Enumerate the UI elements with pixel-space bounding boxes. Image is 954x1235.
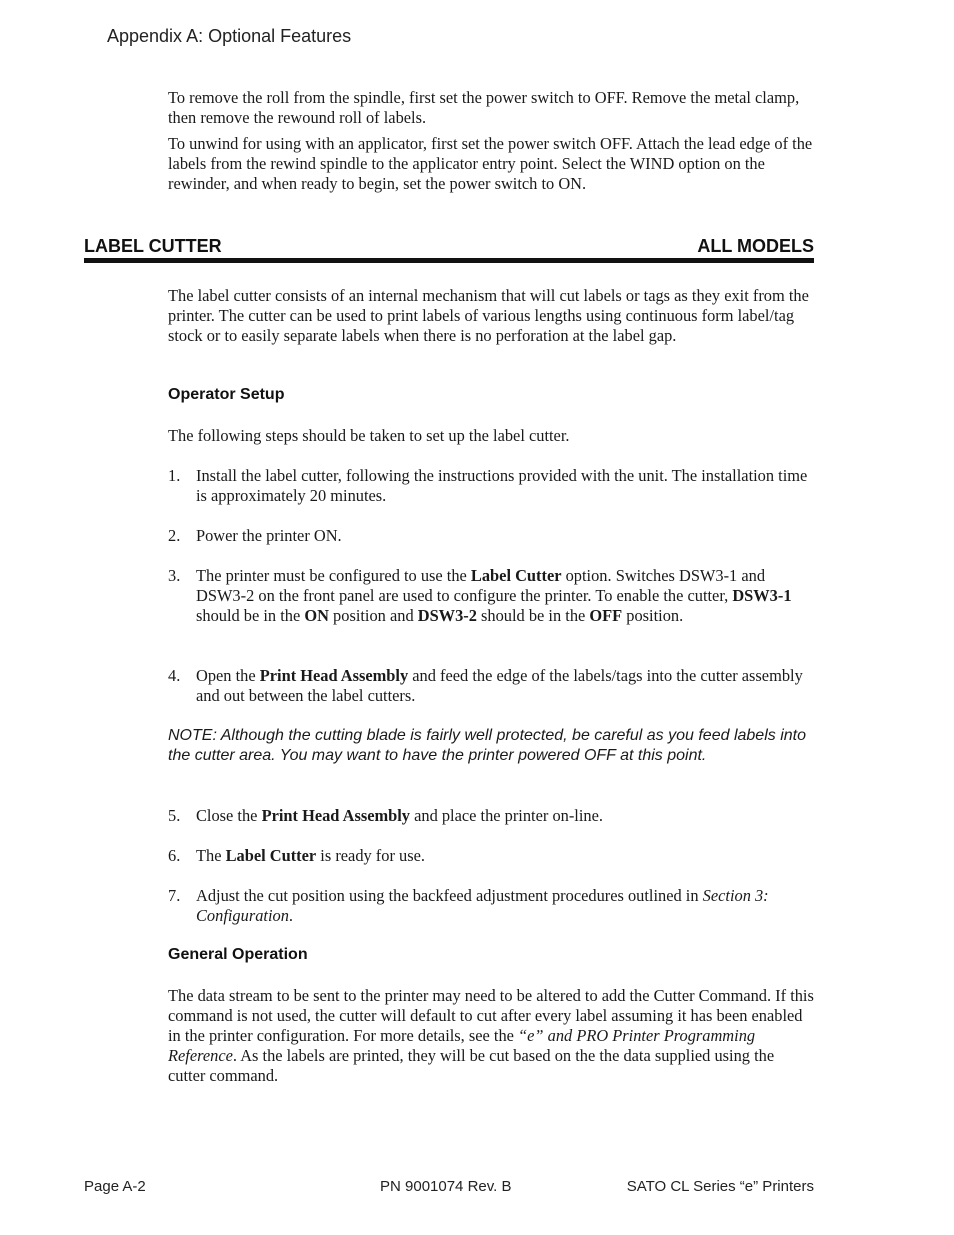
step-text-run: . bbox=[288, 906, 294, 925]
step-text bbox=[196, 666, 814, 706]
step-text-bold: Label Cutter bbox=[470, 566, 562, 585]
setup-note: NOTE: Although the cutting blade is fairly well protected, be careful as you feed labels into the cutter area. You may want to have the printer powered OFF at this point. bbox=[168, 727, 806, 764]
step-number: 4. bbox=[168, 666, 181, 685]
step-text-run: option. Switches DSW3-1 and DSW3-2 on the front panel are used to configure the printer. To enable the cutter, bbox=[196, 566, 766, 605]
step-text-bold: OFF bbox=[589, 606, 623, 625]
intro-paragraph-1: To remove the roll from the spindle, first set the power switch to OFF. Remove the metal clamp, then remove the rewound roll of labels. bbox=[168, 88, 800, 127]
section-title: LABEL CUTTER bbox=[84, 236, 222, 256]
step-5 bbox=[168, 806, 814, 826]
step-text bbox=[196, 806, 814, 826]
step-text-run: The bbox=[196, 846, 226, 865]
step-number: 6. bbox=[168, 846, 181, 865]
step-text-run: position and bbox=[328, 606, 418, 625]
operator-setup-heading: Operator Setup bbox=[168, 386, 285, 403]
general-operation-paragraph bbox=[168, 986, 814, 1086]
step-text-run: and feed the edge of the labels/tags into the cutter assembly and out between the label cutters. bbox=[196, 666, 803, 705]
step-text-run: and place the printer on-line. bbox=[410, 806, 603, 825]
section-intro: The label cutter consists of an internal mechanism that will cut labels or tags as they exit from the printer. The cutter can be used to print labels of various lengths using continuous form label/tag stock or to easily separate labels when there is no perforation at the label gap. bbox=[168, 286, 809, 345]
step-text-bold: Print Head Assembly bbox=[259, 666, 409, 685]
section-models: ALL MODELS bbox=[697, 236, 814, 256]
step-text-run: position. bbox=[622, 606, 684, 625]
footer-product: SATO CL Series “e” Printers bbox=[626, 1178, 814, 1195]
step-text-run: Open the bbox=[196, 666, 260, 685]
step-6 bbox=[168, 846, 814, 866]
intro-paragraph-2: To unwind for using with an applicator, first set the power switch OFF. Attach the lead edge of the labels from the rewind spindle to the applicator entry point. Select the WIND option on the rewinder, and when ready to begin, set the power switch to ON. bbox=[168, 134, 813, 193]
footer-page: Page A-2 bbox=[84, 1178, 146, 1195]
step-text-run: Close the bbox=[196, 806, 262, 825]
step-text-run: The printer must be configured to use the bbox=[196, 566, 471, 585]
running-head: Appendix A: Optional Features bbox=[107, 26, 352, 46]
step-number: 5. bbox=[168, 806, 181, 825]
step-text-bold: DSW3-1 bbox=[732, 586, 792, 605]
paragraph-run: The data stream to be sent to the printer may need to be altered to add the Cutter Command. If this command is not used, the cutter will default to cut after every label assuming it has been enabled in the printer configuration. For more details, see the bbox=[168, 986, 814, 1045]
step-text: Install the label cutter, following the instructions provided with the unit. The installation time is approximately 20 minutes. bbox=[196, 466, 808, 505]
step-text bbox=[196, 566, 814, 626]
step-text-bold: Print Head Assembly bbox=[261, 806, 410, 825]
step-text-bold: DSW3-2 bbox=[417, 606, 477, 625]
step-number: 2. bbox=[168, 526, 181, 545]
step-2 bbox=[168, 526, 814, 546]
step-text bbox=[196, 846, 814, 866]
step-text bbox=[196, 886, 814, 926]
step-4 bbox=[168, 666, 814, 706]
step-number: 7. bbox=[168, 886, 181, 905]
operator-setup-lead: The following steps should be taken to set up the label cutter. bbox=[168, 426, 570, 445]
step-text: Power the printer ON. bbox=[196, 526, 342, 545]
step-text-italic: Section 3: Configuration bbox=[196, 886, 769, 925]
section-rule bbox=[84, 258, 814, 263]
step-1 bbox=[168, 466, 814, 506]
paragraph-run: . As the labels are printed, they will be cut based on the the data supplied using the cutter command. bbox=[168, 1046, 775, 1085]
section-header bbox=[84, 236, 814, 266]
reference-title: “e” and PRO Printer Programming Reference bbox=[168, 1026, 756, 1065]
step-3 bbox=[168, 566, 814, 626]
step-text-bold: Label Cutter bbox=[225, 846, 317, 865]
general-operation-heading: General Operation bbox=[168, 946, 308, 963]
step-text-run: is ready for use. bbox=[316, 846, 425, 865]
step-number: 3. bbox=[168, 566, 181, 585]
step-7 bbox=[168, 886, 814, 926]
step-text-run: Adjust the cut position using the backfeed adjustment procedures outlined in bbox=[196, 886, 703, 905]
step-text-run: should be in the bbox=[476, 606, 590, 625]
step-number: 1. bbox=[168, 466, 181, 485]
step-text-run: should be in the bbox=[196, 606, 305, 625]
footer-part-number: PN 9001074 Rev. B bbox=[380, 1178, 512, 1195]
step-text-bold: ON bbox=[304, 606, 329, 625]
